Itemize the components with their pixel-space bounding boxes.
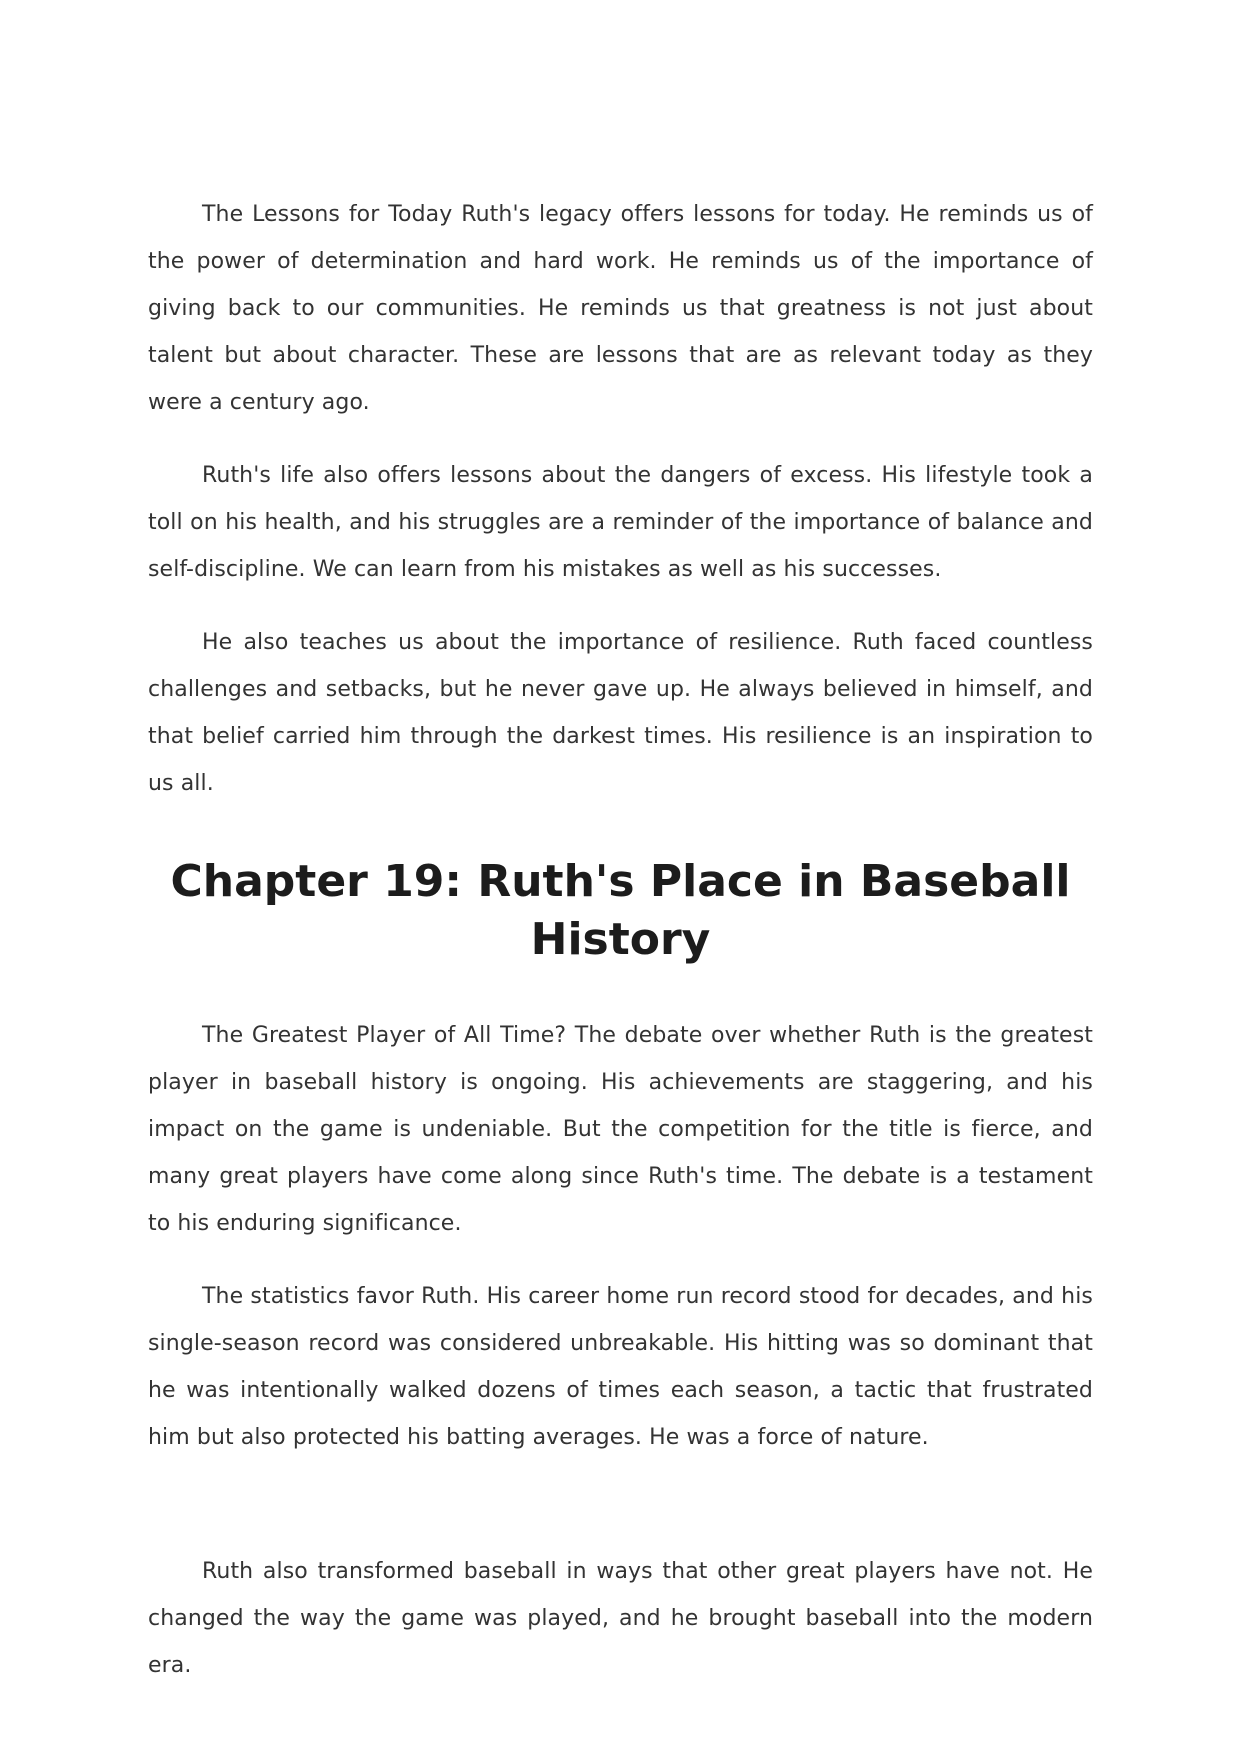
paragraph-lessons-today: The Lessons for Today Ruth's legacy offers lessons for today. He reminds us of the power of determination and hard work. He reminds us of the importance of giving back to our communities. He reminds us that greatness is not just about talent but about character. These are lessons that are as relevant today as they were a century ago. (148, 202, 1093, 415)
chapter-title: Chapter 19: Ruth's Place in Baseball History (170, 856, 1071, 965)
document-page (148, 202, 1093, 1689)
section-lessons (148, 191, 1093, 807)
paragraph-dangers-of-excess: Ruth's life also offers lessons about the dangers of excess. His lifestyle took a toll on his health, and his struggles are a reminder of the importance of balance and self-discipline. We can learn from his mistakes as well as his successes. (148, 463, 1093, 582)
section-baseball-history (148, 1012, 1093, 1689)
paragraph-greatest-player: The Greatest Player of All Time? The debate over whether Ruth is the greatest player in baseball history is ongoing. His achievements are staggering, and his impact on the game is undeniable. But the competition for the title is fierce, and many great players have come along since Ruth's time. The debate is a testament to his enduring significance. (148, 1023, 1093, 1236)
paragraph-resilience: He also teaches us about the importance of resilience. Ruth faced countless challenges and setbacks, but he never gave up. He always believed in himself, and that belief carried him through the darkest times. His resilience is an inspiration to us all. (148, 630, 1093, 796)
paragraph-statistics: The statistics favor Ruth. His career home run record stood for decades, and his single-season record was considered unbreakable. His hitting was so dominant that he was intentionally walked dozens of times each season, a tactic that frustrated him but also protected his batting averages. He was a force of nature. (148, 1284, 1093, 1450)
paragraph-transformed-baseball: Ruth also transformed baseball in ways that other great players have not. He changed the way the game was played, and he brought baseball into the modern era. (148, 1559, 1093, 1678)
